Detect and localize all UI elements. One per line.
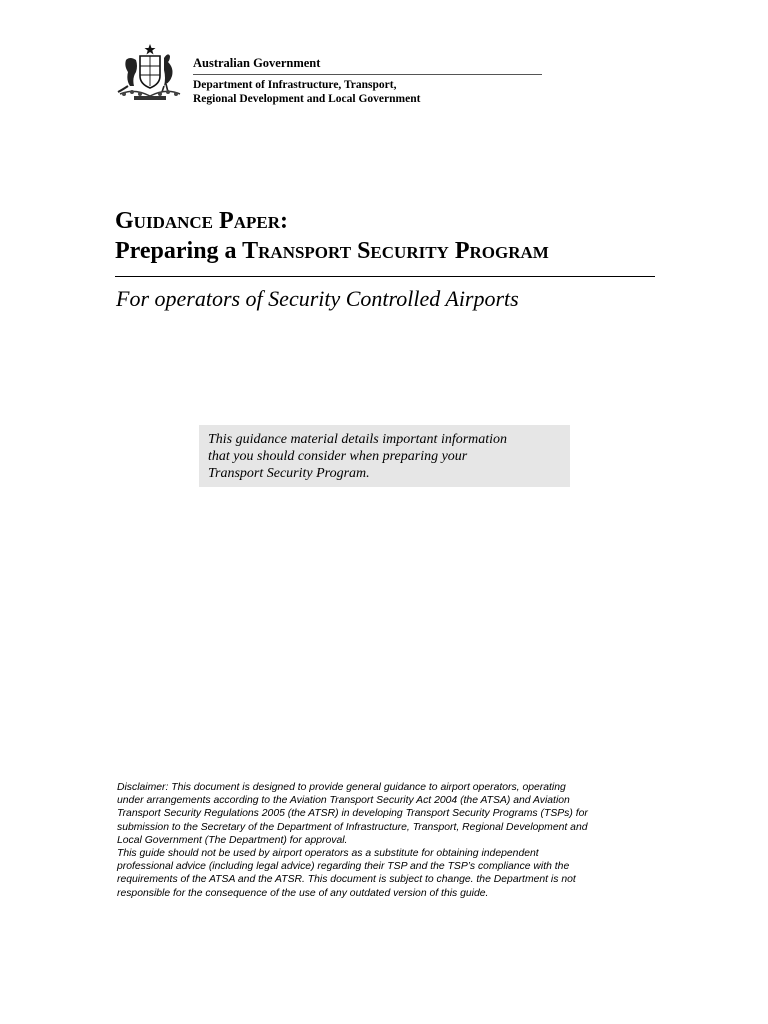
info-box-text — [208, 431, 507, 482]
disclaimer-line: requirements of the ATSA and the ATSR. This document is subject to change. the Department is not — [117, 874, 576, 886]
guidance-info-box — [199, 425, 570, 487]
disclaimer-line: Disclaimer: This document is designed to provide general guidance to airport operators, operating — [117, 782, 566, 793]
disclaimer-line: Local Government (The Department) for approval. — [117, 834, 348, 846]
info-line: Transport Security Program. — [208, 466, 370, 481]
disclaimer-line: Transport Security Regulations 2005 (the ATSR) in developing Transport Security Programs (TSPs) for — [117, 808, 588, 820]
disclaimer-line: under arrangements according to the Aviation Transport Security Act 2004 (the ATSA) and Aviation — [117, 795, 570, 807]
disclaimer-line: professional advice (including legal advice) regarding their TSP and the TSP’s compliance with the — [117, 861, 570, 873]
info-line: that you should consider when preparing your — [208, 449, 468, 464]
department-name-line-2: Regional Development and Local Government — [193, 93, 421, 105]
document-title — [115, 206, 655, 266]
disclaimer-line: This guide should not be used by airport operators as a substitute for obtaining independent — [117, 848, 539, 860]
title-line-2: Preparing a Transport Security Program — [115, 238, 549, 264]
department-name-line-1: Department of Infrastructure, Transport, — [193, 79, 397, 91]
disclaimer-line: responsible for the consequence of the use of any outdated version of this guide. — [117, 887, 489, 899]
header-divider — [193, 74, 542, 75]
document-subtitle: For operators of Security Controlled Airports — [116, 286, 519, 311]
info-line: This guidance material details important information — [208, 432, 508, 447]
disclaimer-text — [117, 781, 677, 900]
title-line-1: Guidance Paper: — [115, 208, 288, 234]
government-header — [114, 42, 546, 104]
government-name: Australian Government — [193, 56, 321, 70]
title-divider — [115, 276, 655, 277]
coat-of-arms-icon — [114, 42, 186, 104]
disclaimer-line: submission to the Secretary of the Department of Infrastructure, Transport, Regional Development and — [117, 821, 588, 833]
